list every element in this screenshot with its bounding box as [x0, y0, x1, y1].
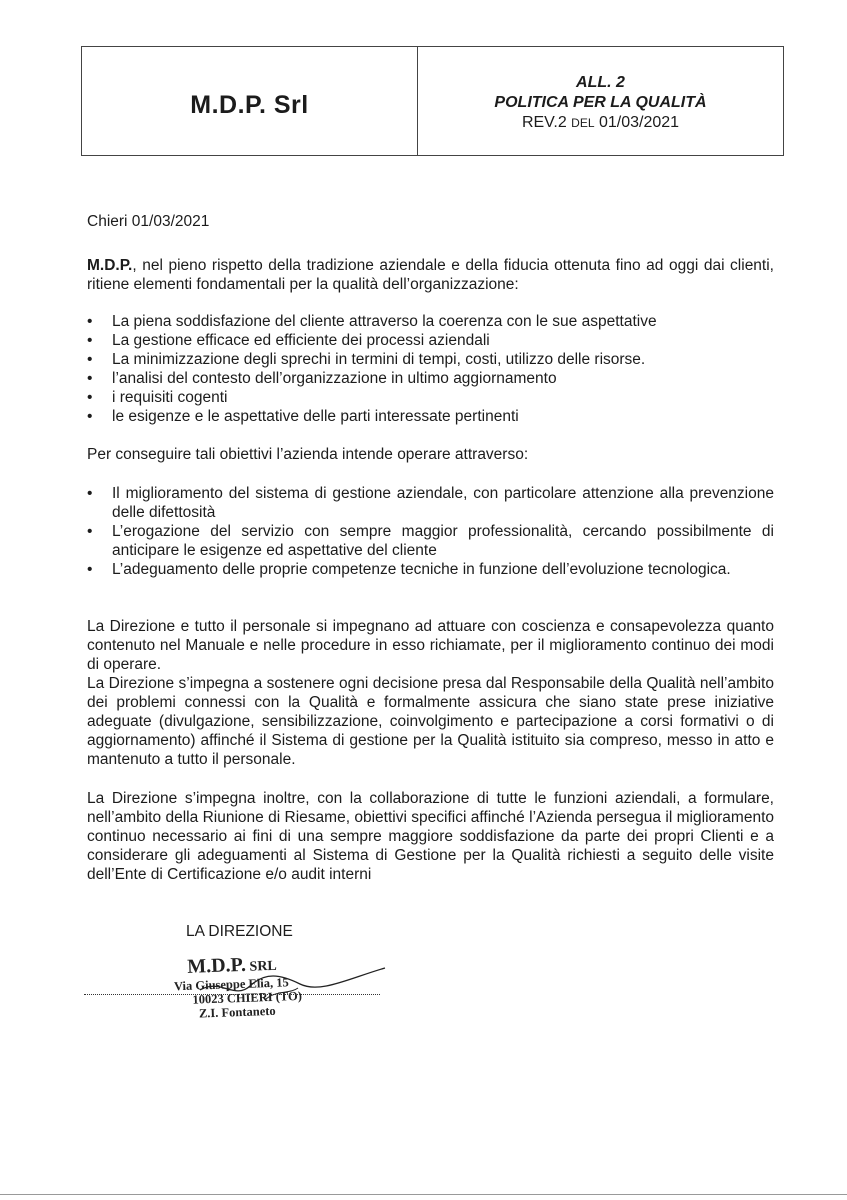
- intro-text: , nel pieno rispetto della tradizione aziendale e della fiducia ottenuta fino ad oggi dai clienti, ritiene elementi fondamentali per la qualità dell’organizzazione:: [87, 257, 774, 293]
- list-item: • La minimizzazione degli sprechi in termini di tempi, costi, utilizzo delle risorse.: [87, 350, 774, 369]
- signature-title: LA DIREZIONE: [186, 923, 293, 940]
- document-header: [81, 46, 784, 156]
- company-name: M.D.P. Srl: [82, 47, 418, 155]
- document-info: [418, 47, 783, 155]
- intro-company: M.D.P.: [87, 257, 133, 274]
- paragraph: La Direzione s’impegna inoltre, con la collaborazione di tutte le funzioni aziendali, a formulare, nell’ambito della Riunione di Riesame, obiettivi specifici affinché l’Azienda persegua il miglioramento continuo necessario ai fini di una sempre maggiore soddisfazione da parte dei propri Clienti e a considerare gli adeguamenti al Sistema di Gestione per la Qualità richiesti a seguito delle visite dell’Ente di Certificazione e/o audit interni: [87, 790, 774, 883]
- list-item: • l’analisi del contesto dell’organizzazione in ultimo aggiornamento: [87, 369, 774, 388]
- list-item: • i requisiti cogenti: [87, 388, 774, 407]
- list-item: • La piena soddisfazione del cliente attraverso la coerenza con le sue aspettative: [87, 312, 774, 331]
- document-title: POLITICA PER LA QUALITÀ: [494, 94, 707, 111]
- page-edge: [0, 1194, 847, 1195]
- list-item: • Il miglioramento del sistema di gestione aziendale, con particolare attenzione alla prevenzione delle difettosità: [87, 484, 774, 522]
- stamp-name: M.D.P.: [186, 953, 247, 978]
- objectives-list: [87, 312, 774, 426]
- list-item: • La gestione efficace ed efficiente dei processi aziendali: [87, 331, 774, 350]
- paragraph: La Direzione e tutto il personale si impegnano ad attuare con coscienza e consapevolezza quanto contenuto nel Manuale e nelle procedure in esso richiamate, per il miglioramento continuo dei modi di operare.: [87, 618, 774, 673]
- list-item: • le esigenze e le aspettative delle parti interessate pertinenti: [87, 407, 774, 426]
- revision-line: [522, 113, 679, 133]
- list-item: • L’erogazione del servizio con sempre maggior professionalità, cercando possibilmente di anticipare le esigenze ed aspettative del cliente: [87, 522, 774, 560]
- stamp-address: Via Giuseppe Elia, 15: [173, 975, 289, 994]
- paragraph: La Direzione s’impegna a sostenere ogni decisione presa dal Responsabile della Qualità nell’ambito dei problemi connessi con la Qualità e formalmente assicura che siano state prese iniziative adeguate (divulgazione, sensibilizzazione, coinvolgimento e partecipazione a corsi formativi o di aggiornamento) affinché il Sistema di gestione per la Qualità istituito sia compreso, messo in atto e mantenuto a tutto il personale.: [87, 675, 774, 768]
- attachment-number: ALL. 2: [576, 74, 625, 91]
- means-intro: Per conseguire tali obiettivi l’azienda intende operare attraverso:: [87, 446, 529, 463]
- handwritten-signature: [180, 960, 390, 1010]
- revision-del: DEL: [571, 116, 595, 130]
- list-item: • L’adeguamento delle proprie competenze tecniche in funzione dell’evoluzione tecnologica.: [87, 560, 774, 579]
- stamp-city: 10023 CHIERI (TO): [192, 988, 303, 1007]
- date-line: Chieri 01/03/2021: [87, 213, 210, 230]
- revision-number: REV.2: [521, 114, 572, 131]
- stamp-zone: Z.I. Fontaneto: [198, 1003, 276, 1021]
- intro-paragraph: [87, 256, 774, 294]
- means-list: [87, 484, 774, 579]
- commitment-section: [87, 617, 774, 769]
- revision-date: 01/03/2021: [594, 114, 680, 131]
- stamp-suffix: SRL: [245, 958, 278, 975]
